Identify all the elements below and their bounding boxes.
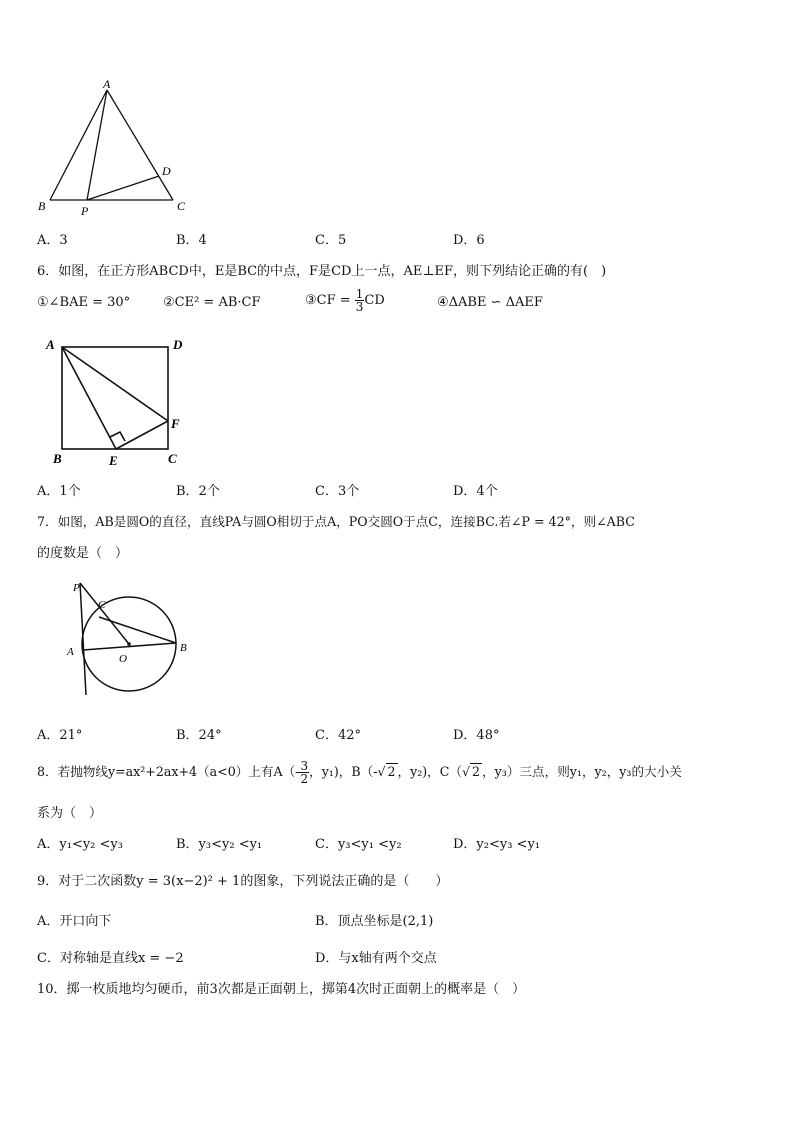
q6-conclusion-4: ④ΔABE ∽ ΔAEF: [437, 295, 543, 310]
label-A: A: [103, 77, 111, 91]
q7-option-d: D．48°: [453, 728, 500, 743]
q6-conclusion-2: ②CE² = AB·CF: [163, 295, 261, 310]
label-D: D: [173, 337, 183, 352]
triangle-figure-q5: [30, 76, 200, 221]
q6-conclusion-1: ①∠BAE = 30°: [37, 295, 131, 310]
q5-option-b: B．4: [176, 233, 207, 248]
q7-stem-line1: 7．如图，AB是圆O的直径，直线PA与圆O相切于点A，PO交圆O于点C，连接BC.若∠P = 42°，则∠ABC: [37, 514, 635, 529]
label-C: C: [168, 451, 177, 466]
q10-stem: 10．掷一枚质地均匀硬币，前3次都是正面朝上，掷第4次时正面朝上的概率是（ ）: [37, 982, 526, 997]
label-A: A: [46, 337, 55, 352]
q5-option-c: C．5: [315, 233, 347, 248]
q5-option-d: D．6: [453, 233, 485, 248]
q7-option-a: A．21°: [37, 728, 83, 743]
label-C: C: [177, 199, 186, 213]
q9-option-a: A．开口向下: [37, 914, 112, 929]
label-D: D: [162, 164, 171, 178]
label-B: B: [53, 451, 62, 466]
q8-stem-line1: 8．若抛物线y=ax²+2ax+4（a<0）上有A（- $\frac{3}{2}$ ，y₁)，B（-√ 2 ，y₂)，C（√ 2 ，y₃）三点，则y₁，y₂，y₃的大小关: [37, 759, 682, 786]
q8-stem-line2: 系为（ ）: [37, 806, 103, 821]
label-B: B: [180, 642, 187, 654]
circle-figure-q7: [60, 577, 200, 699]
label-P: P: [73, 582, 80, 594]
square-figure-q6: [40, 333, 200, 473]
q6-option-b: B．2个: [176, 484, 220, 499]
q6-option-a: A．1个: [37, 484, 81, 499]
q6-stem: 6．如图，在正方形ABCD中，E是BC的中点，F是CD上一点，AE⊥EF，则下列结论正确的有( ): [37, 264, 607, 279]
label-B: B: [38, 199, 46, 213]
q6-option-c: C．3个: [315, 484, 360, 499]
label-P: P: [81, 204, 89, 218]
label-O: O: [119, 653, 127, 665]
q8-option-c: C．y₃<y₁ <y₂: [315, 837, 402, 852]
q8-option-a: A．y₁<y₂ <y₃: [37, 837, 123, 852]
label-E: E: [109, 453, 118, 468]
q5-option-a: A．3: [37, 233, 68, 248]
q9-option-b: B．顶点坐标是(2,1): [315, 914, 434, 929]
q8-option-d: D．y₂<y₃ <y₁: [453, 837, 541, 852]
label-C: C: [98, 599, 106, 611]
q9-stem: 9．对于二次函数y = 3(x−2)² + 1的图象，下列说法正确的是（ ）: [37, 874, 449, 889]
q9-option-c: C．对称轴是直线x = −2: [37, 951, 184, 966]
q7-stem-line2: 的度数是（ ）: [37, 546, 129, 561]
q9-option-d: D．与x轴有两个交点: [315, 951, 437, 966]
q7-option-c: C．42°: [315, 728, 361, 743]
q6-conclusion-3: ③CF = $\frac{1}{3}$ CD: [305, 287, 385, 314]
q6-option-d: D．4个: [453, 484, 498, 499]
q7-option-b: B．24°: [176, 728, 222, 743]
q8-option-b: B．y₃<y₂ <y₁: [176, 837, 263, 852]
label-A: A: [67, 646, 74, 658]
label-F: F: [171, 416, 180, 431]
